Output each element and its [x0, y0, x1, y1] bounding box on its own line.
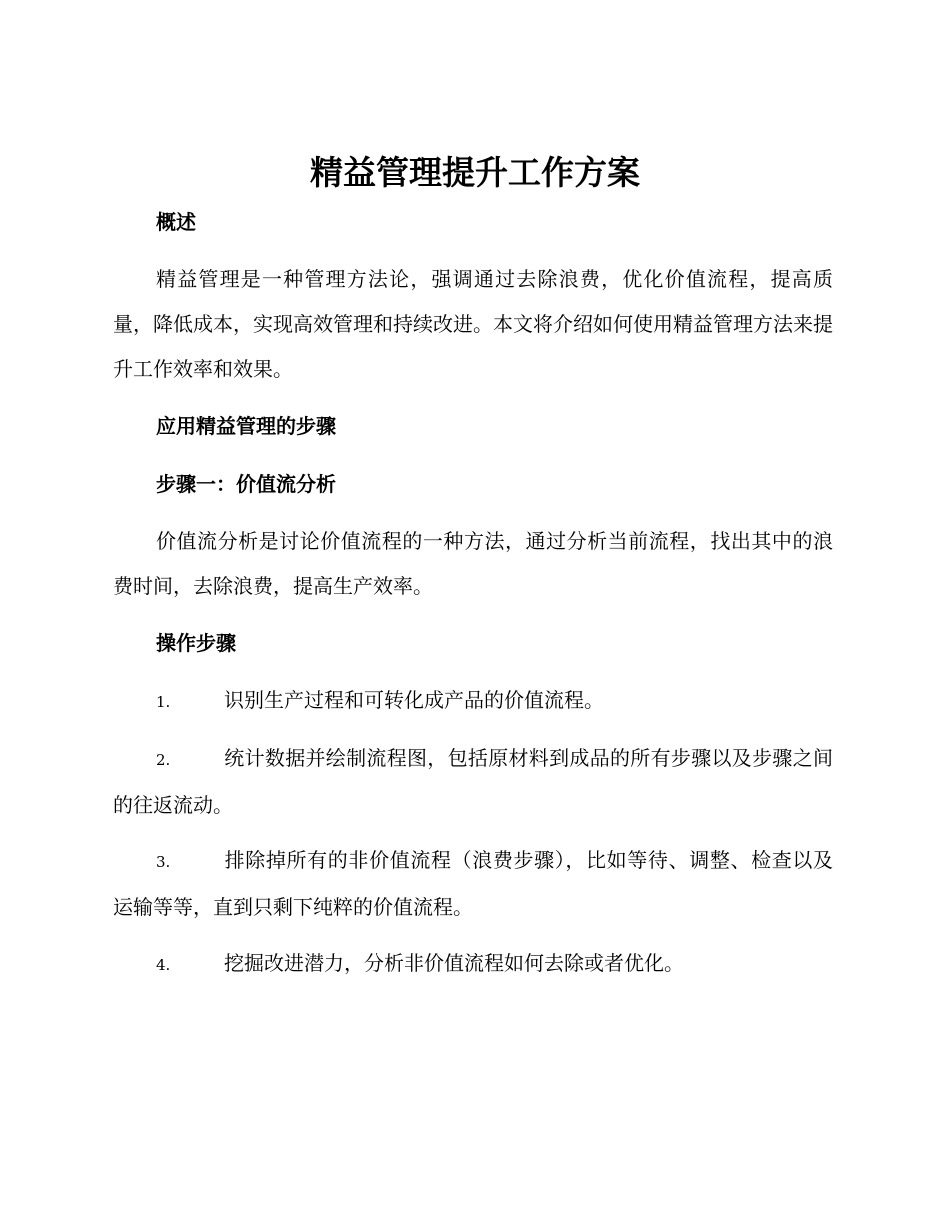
list-item-number: 1. — [156, 693, 171, 711]
list-item-text: 统计数据并绘制流程图，包括原材料到成品的所有步骤以及步骤之间的往返流动。 — [113, 746, 833, 817]
list-item — [113, 838, 833, 930]
apply-steps-heading: 应用精益管理的步骤 — [156, 414, 336, 438]
overview-paragraph: 精益管理是一种管理方法论，强调通过去除浪费，优化价值流程，提高质量，降低成本，实现高效管理和持续改进。本文将介绍如何使用精益管理方法来提升工作效率和效果。 — [113, 267, 833, 381]
list-item-number: 2. — [156, 751, 171, 769]
step-one-paragraph: 价值流分析是讨论价值流程的一种方法，通过分析当前流程，找出其中的浪费时间，去除浪费，提高生产效率。 — [113, 529, 833, 598]
step-one-heading: 步骤一：价值流分析 — [156, 472, 336, 496]
list-item — [113, 736, 833, 828]
overview-heading: 概述 — [156, 210, 196, 234]
list-item-number: 4. — [156, 956, 171, 974]
list-item-text: 识别生产过程和可转化成产品的价值流程。 — [224, 688, 604, 712]
list-item-number: 3. — [156, 853, 171, 871]
list-item-text: 排除掉所有的非价值流程（浪费步骤），比如等待、调整、检查以及运输等等，直到只剩下纯粹的价值流程。 — [113, 848, 833, 919]
list-item-text: 挖掘改进潜力，分析非价值流程如何去除或者优化。 — [224, 951, 684, 975]
list-item — [113, 941, 833, 988]
document-title: 精益管理提升工作方案 — [310, 153, 640, 192]
operation-steps-heading: 操作步骤 — [156, 631, 236, 655]
list-item — [113, 678, 833, 725]
